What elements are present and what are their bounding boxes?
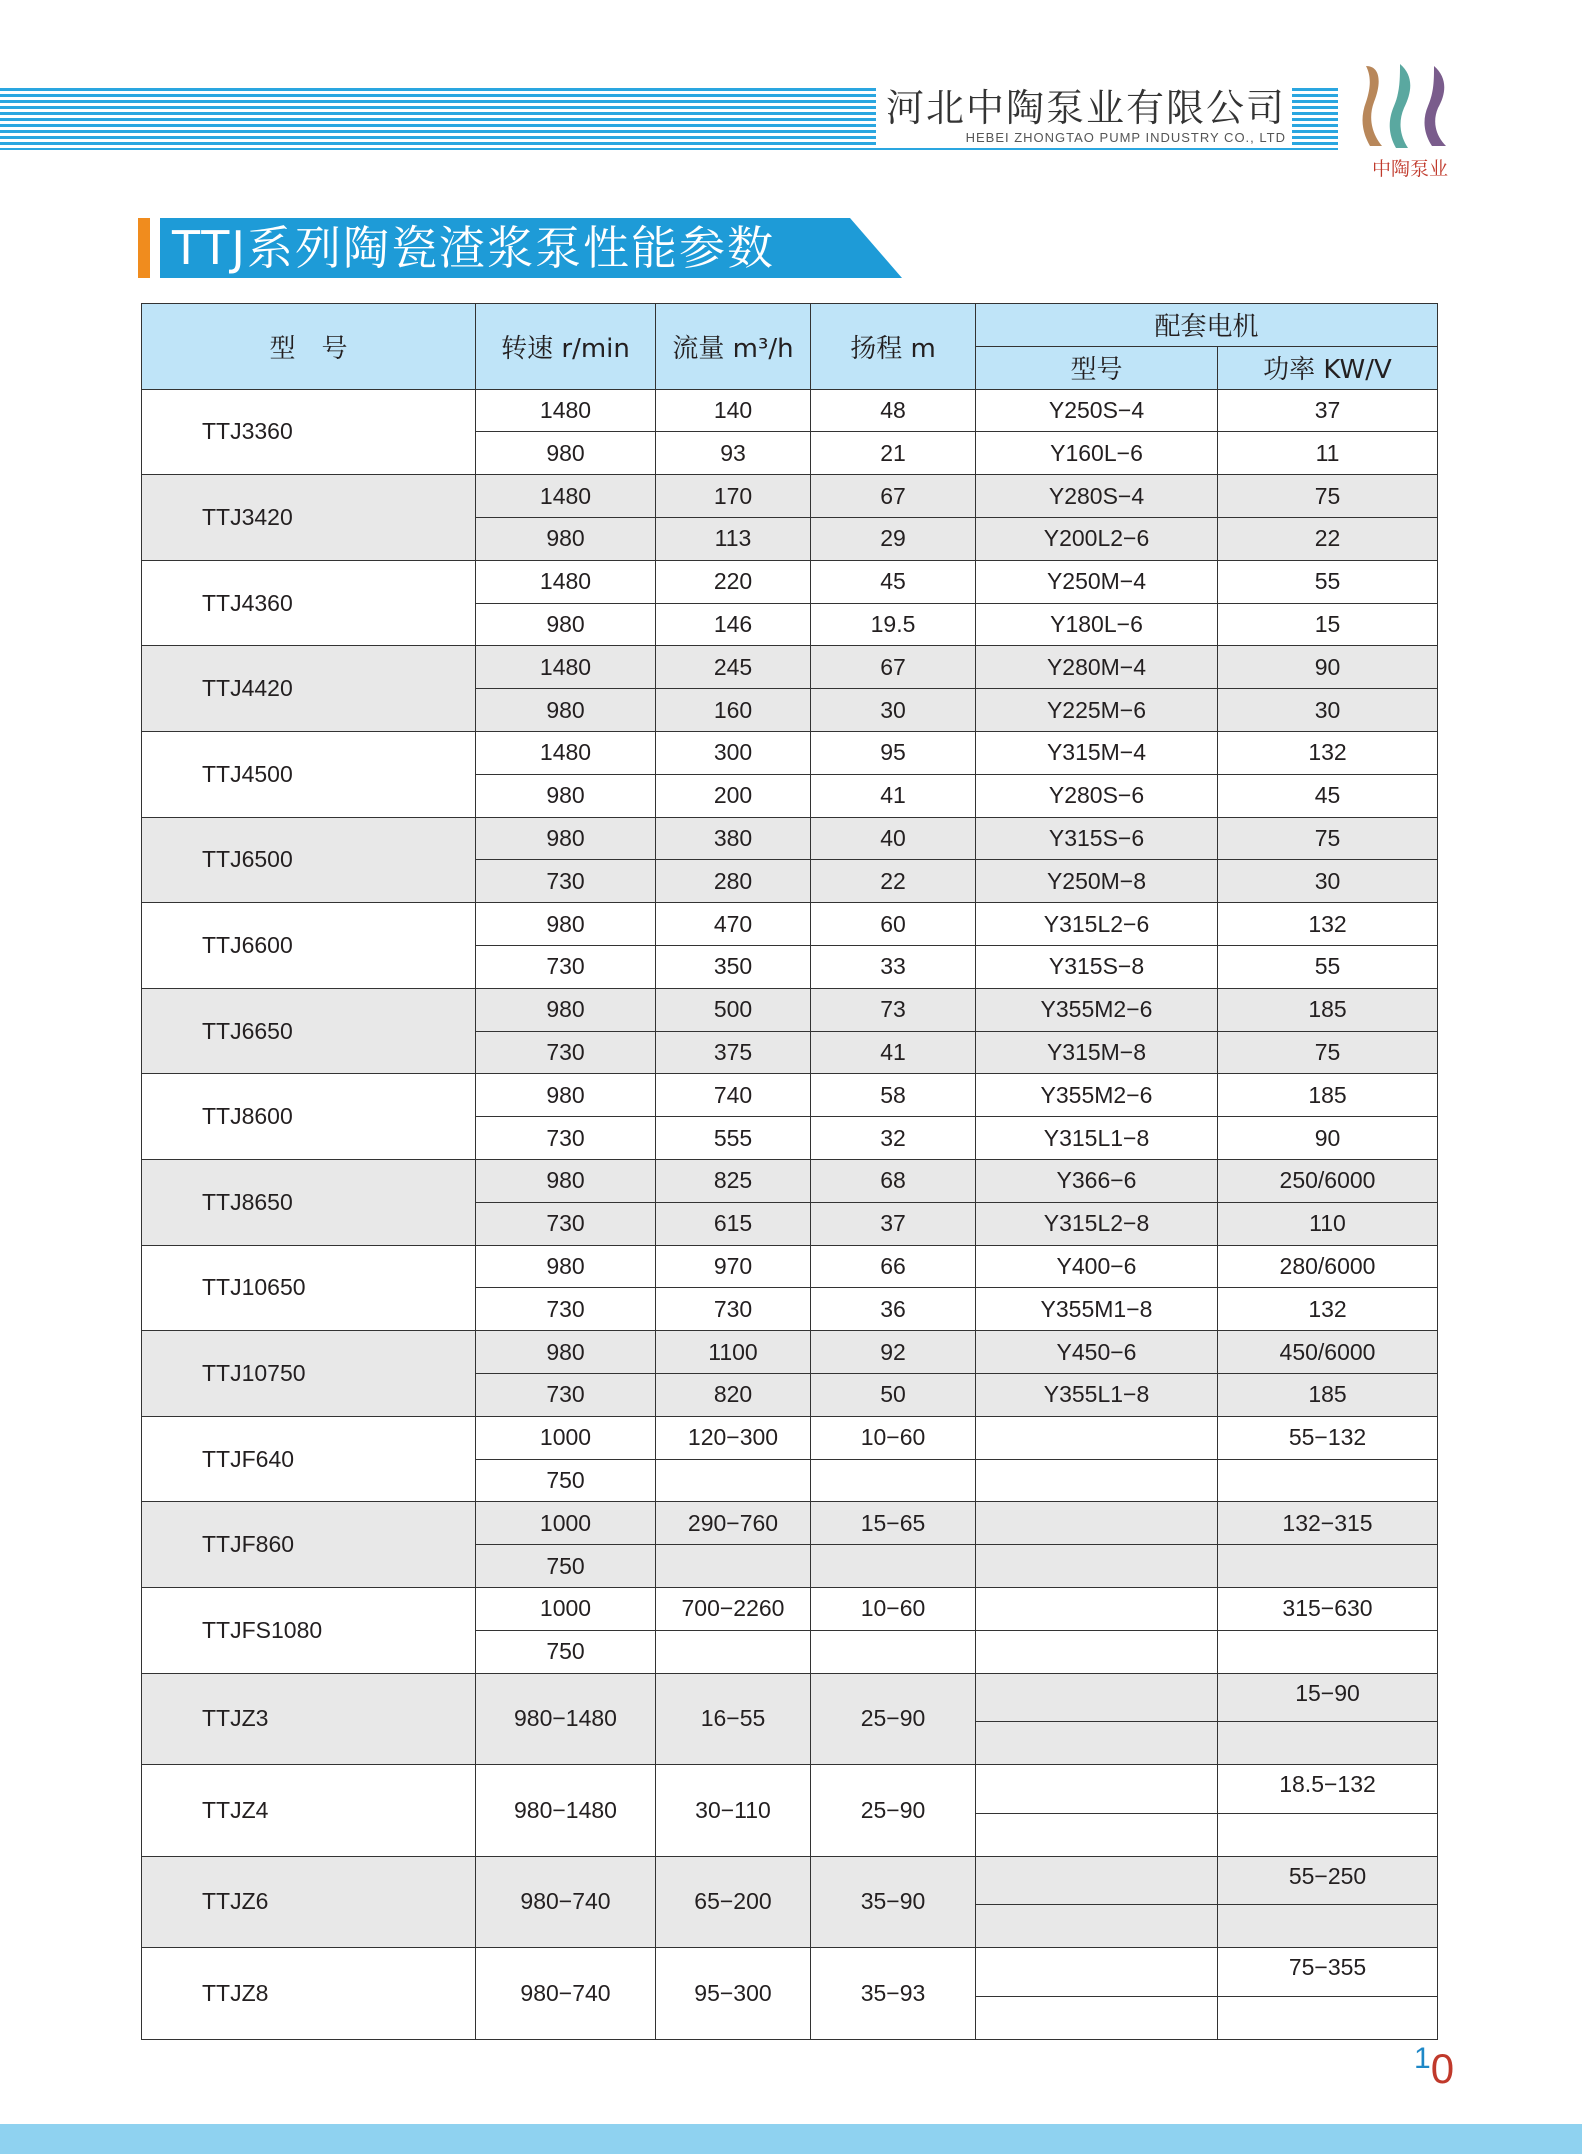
flow-cell bbox=[656, 1545, 811, 1588]
motor-model-cell: Y315L1−8 bbox=[976, 1117, 1218, 1160]
head-cell bbox=[811, 1545, 976, 1588]
head-cell: 67 bbox=[811, 646, 976, 689]
speed-cell: 750 bbox=[476, 1630, 656, 1673]
motor-model-cell: Y315S−6 bbox=[976, 817, 1218, 860]
head-cell: 37 bbox=[811, 1202, 976, 1245]
flow-cell: 120−300 bbox=[656, 1416, 811, 1459]
power-cell: 37 bbox=[1218, 389, 1438, 432]
speed-cell: 980 bbox=[476, 1074, 656, 1117]
flow-cell: 500 bbox=[656, 988, 811, 1031]
motor-model-cell bbox=[976, 1722, 1218, 1765]
model-cell: TTJ3360 bbox=[142, 389, 476, 475]
motor-model-cell bbox=[976, 1416, 1218, 1459]
power-cell: 90 bbox=[1218, 646, 1438, 689]
power-cell bbox=[1218, 1722, 1438, 1765]
power-cell: 132 bbox=[1218, 1288, 1438, 1331]
company-name bbox=[876, 86, 1292, 146]
head-cell: 21 bbox=[811, 432, 976, 475]
speed-cell: 750 bbox=[476, 1459, 656, 1502]
head-cell: 10−60 bbox=[811, 1416, 976, 1459]
flow-cell: 730 bbox=[656, 1288, 811, 1331]
power-cell: 132−315 bbox=[1218, 1502, 1438, 1545]
power-cell: 450/6000 bbox=[1218, 1331, 1438, 1374]
motor-model-cell bbox=[976, 1673, 1218, 1722]
head-cell: 95 bbox=[811, 731, 976, 774]
header-flow: 流量 m³/h bbox=[656, 304, 811, 390]
flow-cell: 95−300 bbox=[656, 1948, 811, 2040]
power-cell: 132 bbox=[1218, 903, 1438, 946]
table-row bbox=[142, 1673, 1438, 1722]
power-cell: 15−90 bbox=[1218, 1673, 1438, 1722]
speed-cell: 1480 bbox=[476, 646, 656, 689]
power-cell bbox=[1218, 1813, 1438, 1856]
power-cell: 132 bbox=[1218, 731, 1438, 774]
speed-cell: 980 bbox=[476, 774, 656, 817]
model-cell: TTJZ8 bbox=[142, 1948, 476, 2040]
head-cell: 41 bbox=[811, 1031, 976, 1074]
model-cell: TTJ4420 bbox=[142, 646, 476, 732]
speed-cell: 730 bbox=[476, 1288, 656, 1331]
header-model: 型 号 bbox=[142, 304, 476, 390]
speed-cell: 980 bbox=[476, 1245, 656, 1288]
head-cell: 58 bbox=[811, 1074, 976, 1117]
speed-cell: 980 bbox=[476, 689, 656, 732]
table-row bbox=[142, 1331, 1438, 1374]
head-cell: 41 bbox=[811, 774, 976, 817]
table-row bbox=[142, 1416, 1438, 1459]
table-row bbox=[142, 1948, 1438, 1997]
power-cell: 30 bbox=[1218, 860, 1438, 903]
motor-model-cell: Y355M2−6 bbox=[976, 988, 1218, 1031]
power-cell: 185 bbox=[1218, 1074, 1438, 1117]
power-cell: 15 bbox=[1218, 603, 1438, 646]
table-row bbox=[142, 389, 1438, 432]
flow-cell: 375 bbox=[656, 1031, 811, 1074]
flow-cell: 290−760 bbox=[656, 1502, 811, 1545]
motor-model-cell: Y315M−8 bbox=[976, 1031, 1218, 1074]
power-cell: 75 bbox=[1218, 1031, 1438, 1074]
table-row bbox=[142, 731, 1438, 774]
motor-model-cell: Y280S−4 bbox=[976, 475, 1218, 518]
speed-cell: 980 bbox=[476, 1331, 656, 1374]
header-power: 功率 KW/V bbox=[1218, 346, 1438, 389]
speed-cell: 1480 bbox=[476, 560, 656, 603]
motor-model-cell: Y366−6 bbox=[976, 1159, 1218, 1202]
page-number: $^1$0 bbox=[1414, 2042, 1455, 2092]
power-cell: 75 bbox=[1218, 475, 1438, 518]
speed-cell: 1000 bbox=[476, 1587, 656, 1630]
flow-cell: 300 bbox=[656, 731, 811, 774]
flow-cell: 825 bbox=[656, 1159, 811, 1202]
head-cell: 22 bbox=[811, 860, 976, 903]
speed-cell: 980−740 bbox=[476, 1948, 656, 2040]
model-cell: TTJ6650 bbox=[142, 988, 476, 1074]
motor-model-cell: Y315S−8 bbox=[976, 945, 1218, 988]
motor-model-cell bbox=[976, 1502, 1218, 1545]
speed-cell: 980 bbox=[476, 1159, 656, 1202]
motor-model-cell: Y180L−6 bbox=[976, 603, 1218, 646]
table-row bbox=[142, 1245, 1438, 1288]
table-row bbox=[142, 1587, 1438, 1630]
head-cell: 32 bbox=[811, 1117, 976, 1160]
motor-model-cell: Y315L2−8 bbox=[976, 1202, 1218, 1245]
speed-cell: 750 bbox=[476, 1545, 656, 1588]
power-cell: 280/6000 bbox=[1218, 1245, 1438, 1288]
header-head: 扬程 m bbox=[811, 304, 976, 390]
head-cell: 30 bbox=[811, 689, 976, 732]
flow-cell: 970 bbox=[656, 1245, 811, 1288]
head-cell: 68 bbox=[811, 1159, 976, 1202]
motor-model-cell: Y160L−6 bbox=[976, 432, 1218, 475]
motor-model-cell bbox=[976, 1997, 1218, 2040]
flow-cell: 30−110 bbox=[656, 1765, 811, 1857]
power-cell: 45 bbox=[1218, 774, 1438, 817]
table-row bbox=[142, 560, 1438, 603]
power-cell: 30 bbox=[1218, 689, 1438, 732]
motor-model-cell bbox=[976, 1905, 1218, 1948]
power-cell: 55 bbox=[1218, 945, 1438, 988]
speed-cell: 980−740 bbox=[476, 1856, 656, 1948]
motor-model-cell: Y400−6 bbox=[976, 1245, 1218, 1288]
flow-cell: 245 bbox=[656, 646, 811, 689]
power-cell: 110 bbox=[1218, 1202, 1438, 1245]
footer-bar bbox=[0, 2124, 1582, 2154]
flow-cell: 93 bbox=[656, 432, 811, 475]
model-cell: TTJ4500 bbox=[142, 731, 476, 817]
model-cell: TTJF640 bbox=[142, 1416, 476, 1502]
power-cell: 55 bbox=[1218, 560, 1438, 603]
speed-cell: 980 bbox=[476, 817, 656, 860]
motor-model-cell: Y225M−6 bbox=[976, 689, 1218, 732]
motor-model-cell bbox=[976, 1545, 1218, 1588]
head-cell: 35−90 bbox=[811, 1856, 976, 1948]
head-cell: 35−93 bbox=[811, 1948, 976, 2040]
flow-cell: 820 bbox=[656, 1373, 811, 1416]
company-logo bbox=[1360, 62, 1460, 182]
table-row bbox=[142, 903, 1438, 946]
power-cell: 315−630 bbox=[1218, 1587, 1438, 1630]
motor-model-cell: Y450−6 bbox=[976, 1331, 1218, 1374]
head-cell bbox=[811, 1459, 976, 1502]
power-cell: 75−355 bbox=[1218, 1948, 1438, 1997]
model-cell: TTJ10750 bbox=[142, 1331, 476, 1417]
speed-cell: 1480 bbox=[476, 389, 656, 432]
head-cell: 60 bbox=[811, 903, 976, 946]
speed-cell: 730 bbox=[476, 1117, 656, 1160]
table-row bbox=[142, 1074, 1438, 1117]
flow-cell: 140 bbox=[656, 389, 811, 432]
speed-cell: 980 bbox=[476, 517, 656, 560]
model-cell: TTJ4360 bbox=[142, 560, 476, 646]
model-cell: TTJ6500 bbox=[142, 817, 476, 903]
table-row bbox=[142, 1502, 1438, 1545]
motor-model-cell: Y355M2−6 bbox=[976, 1074, 1218, 1117]
head-cell: 29 bbox=[811, 517, 976, 560]
speed-cell: 730 bbox=[476, 860, 656, 903]
power-cell: 75 bbox=[1218, 817, 1438, 860]
power-cell: 90 bbox=[1218, 1117, 1438, 1160]
speed-cell: 1000 bbox=[476, 1416, 656, 1459]
power-cell bbox=[1218, 1630, 1438, 1673]
flow-cell: 220 bbox=[656, 560, 811, 603]
motor-model-cell bbox=[976, 1813, 1218, 1856]
head-cell: 92 bbox=[811, 1331, 976, 1374]
motor-model-cell: Y280S−6 bbox=[976, 774, 1218, 817]
speed-cell: 730 bbox=[476, 1031, 656, 1074]
flow-cell: 1100 bbox=[656, 1331, 811, 1374]
model-cell: TTJZ4 bbox=[142, 1765, 476, 1857]
motor-model-cell: Y355L1−8 bbox=[976, 1373, 1218, 1416]
power-cell: 11 bbox=[1218, 432, 1438, 475]
motor-model-cell: Y280M−4 bbox=[976, 646, 1218, 689]
power-cell: 55−132 bbox=[1218, 1416, 1438, 1459]
motor-model-cell: Y315L2−6 bbox=[976, 903, 1218, 946]
table-row bbox=[142, 988, 1438, 1031]
power-cell bbox=[1218, 1459, 1438, 1502]
power-cell: 185 bbox=[1218, 1373, 1438, 1416]
flow-cell: 350 bbox=[656, 945, 811, 988]
motor-model-cell bbox=[976, 1948, 1218, 1997]
model-cell: TTJ10650 bbox=[142, 1245, 476, 1331]
table-row bbox=[142, 646, 1438, 689]
speed-cell: 980 bbox=[476, 432, 656, 475]
model-cell: TTJ3420 bbox=[142, 475, 476, 561]
table-row bbox=[142, 817, 1438, 860]
flow-cell: 200 bbox=[656, 774, 811, 817]
motor-model-cell: Y250M−8 bbox=[976, 860, 1218, 903]
head-cell: 45 bbox=[811, 560, 976, 603]
flow-cell: 615 bbox=[656, 1202, 811, 1245]
header-speed: 转速 r/min bbox=[476, 304, 656, 390]
flow-cell: 113 bbox=[656, 517, 811, 560]
header-motor-model: 型号 bbox=[976, 346, 1218, 389]
flow-cell bbox=[656, 1630, 811, 1673]
flow-cell: 146 bbox=[656, 603, 811, 646]
model-cell: TTJZ6 bbox=[142, 1856, 476, 1948]
model-cell: TTJF860 bbox=[142, 1502, 476, 1588]
speed-cell: 980−1480 bbox=[476, 1673, 656, 1765]
head-cell: 66 bbox=[811, 1245, 976, 1288]
title-accent-bar bbox=[138, 218, 150, 278]
model-cell: TTJ8650 bbox=[142, 1159, 476, 1245]
power-cell: 185 bbox=[1218, 988, 1438, 1031]
head-cell: 19.5 bbox=[811, 603, 976, 646]
motor-model-cell: Y250M−4 bbox=[976, 560, 1218, 603]
flow-cell: 160 bbox=[656, 689, 811, 732]
speed-cell: 980 bbox=[476, 603, 656, 646]
motor-model-cell: Y200L2−6 bbox=[976, 517, 1218, 560]
power-cell bbox=[1218, 1545, 1438, 1588]
table-row bbox=[142, 1765, 1438, 1814]
power-cell: 55−250 bbox=[1218, 1856, 1438, 1905]
head-cell bbox=[811, 1630, 976, 1673]
head-cell: 10−60 bbox=[811, 1587, 976, 1630]
flow-cell: 16−55 bbox=[656, 1673, 811, 1765]
motor-model-cell bbox=[976, 1587, 1218, 1630]
speed-cell: 730 bbox=[476, 1373, 656, 1416]
performance-table bbox=[141, 303, 1438, 2040]
speed-cell: 980 bbox=[476, 988, 656, 1031]
flow-cell: 555 bbox=[656, 1117, 811, 1160]
speed-cell: 1000 bbox=[476, 1502, 656, 1545]
power-cell: 18.5−132 bbox=[1218, 1765, 1438, 1814]
head-cell: 36 bbox=[811, 1288, 976, 1331]
motor-model-cell: Y355M1−8 bbox=[976, 1288, 1218, 1331]
motor-model-cell bbox=[976, 1765, 1218, 1814]
model-cell: TTJ6600 bbox=[142, 903, 476, 989]
speed-cell: 1480 bbox=[476, 475, 656, 518]
speed-cell: 980−1480 bbox=[476, 1765, 656, 1857]
page-title: TTJ系列陶瓷渣浆泵性能参数 bbox=[172, 221, 775, 275]
flow-cell: 65−200 bbox=[656, 1856, 811, 1948]
head-cell: 15−65 bbox=[811, 1502, 976, 1545]
flow-cell bbox=[656, 1459, 811, 1502]
model-cell: TTJZ3 bbox=[142, 1673, 476, 1765]
head-cell: 48 bbox=[811, 389, 976, 432]
flow-cell: 170 bbox=[656, 475, 811, 518]
model-cell: TTJ8600 bbox=[142, 1074, 476, 1160]
table-row bbox=[142, 475, 1438, 518]
flow-cell: 700−2260 bbox=[656, 1587, 811, 1630]
header-motor: 配套电机 bbox=[976, 304, 1438, 347]
table-row bbox=[142, 1856, 1438, 1905]
head-cell: 40 bbox=[811, 817, 976, 860]
head-cell: 67 bbox=[811, 475, 976, 518]
logo-text: 中陶泵业 bbox=[1371, 158, 1448, 180]
flow-cell: 280 bbox=[656, 860, 811, 903]
flow-cell: 740 bbox=[656, 1074, 811, 1117]
motor-model-cell: Y250S−4 bbox=[976, 389, 1218, 432]
head-cell: 25−90 bbox=[811, 1673, 976, 1765]
speed-cell: 1480 bbox=[476, 731, 656, 774]
head-cell: 50 bbox=[811, 1373, 976, 1416]
table-row bbox=[142, 1159, 1438, 1202]
speed-cell: 730 bbox=[476, 1202, 656, 1245]
speed-cell: 980 bbox=[476, 903, 656, 946]
motor-model-cell bbox=[976, 1459, 1218, 1502]
logo-icon bbox=[1360, 62, 1460, 152]
power-cell bbox=[1218, 1905, 1438, 1948]
company-name-cn: 河北中陶泵业有限公司 bbox=[885, 86, 1286, 130]
flow-cell: 380 bbox=[656, 817, 811, 860]
motor-model-cell bbox=[976, 1856, 1218, 1905]
motor-model-cell bbox=[976, 1630, 1218, 1673]
speed-cell: 730 bbox=[476, 945, 656, 988]
motor-model-cell: Y315M−4 bbox=[976, 731, 1218, 774]
model-cell: TTJFS1080 bbox=[142, 1587, 476, 1673]
power-cell: 250/6000 bbox=[1218, 1159, 1438, 1202]
head-cell: 33 bbox=[811, 945, 976, 988]
power-cell bbox=[1218, 1997, 1438, 2040]
flow-cell: 470 bbox=[656, 903, 811, 946]
company-name-en: HEBEI ZHONGTAO PUMP INDUSTRY CO., LTD bbox=[965, 130, 1286, 145]
head-cell: 73 bbox=[811, 988, 976, 1031]
head-cell: 25−90 bbox=[811, 1765, 976, 1857]
power-cell: 22 bbox=[1218, 517, 1438, 560]
